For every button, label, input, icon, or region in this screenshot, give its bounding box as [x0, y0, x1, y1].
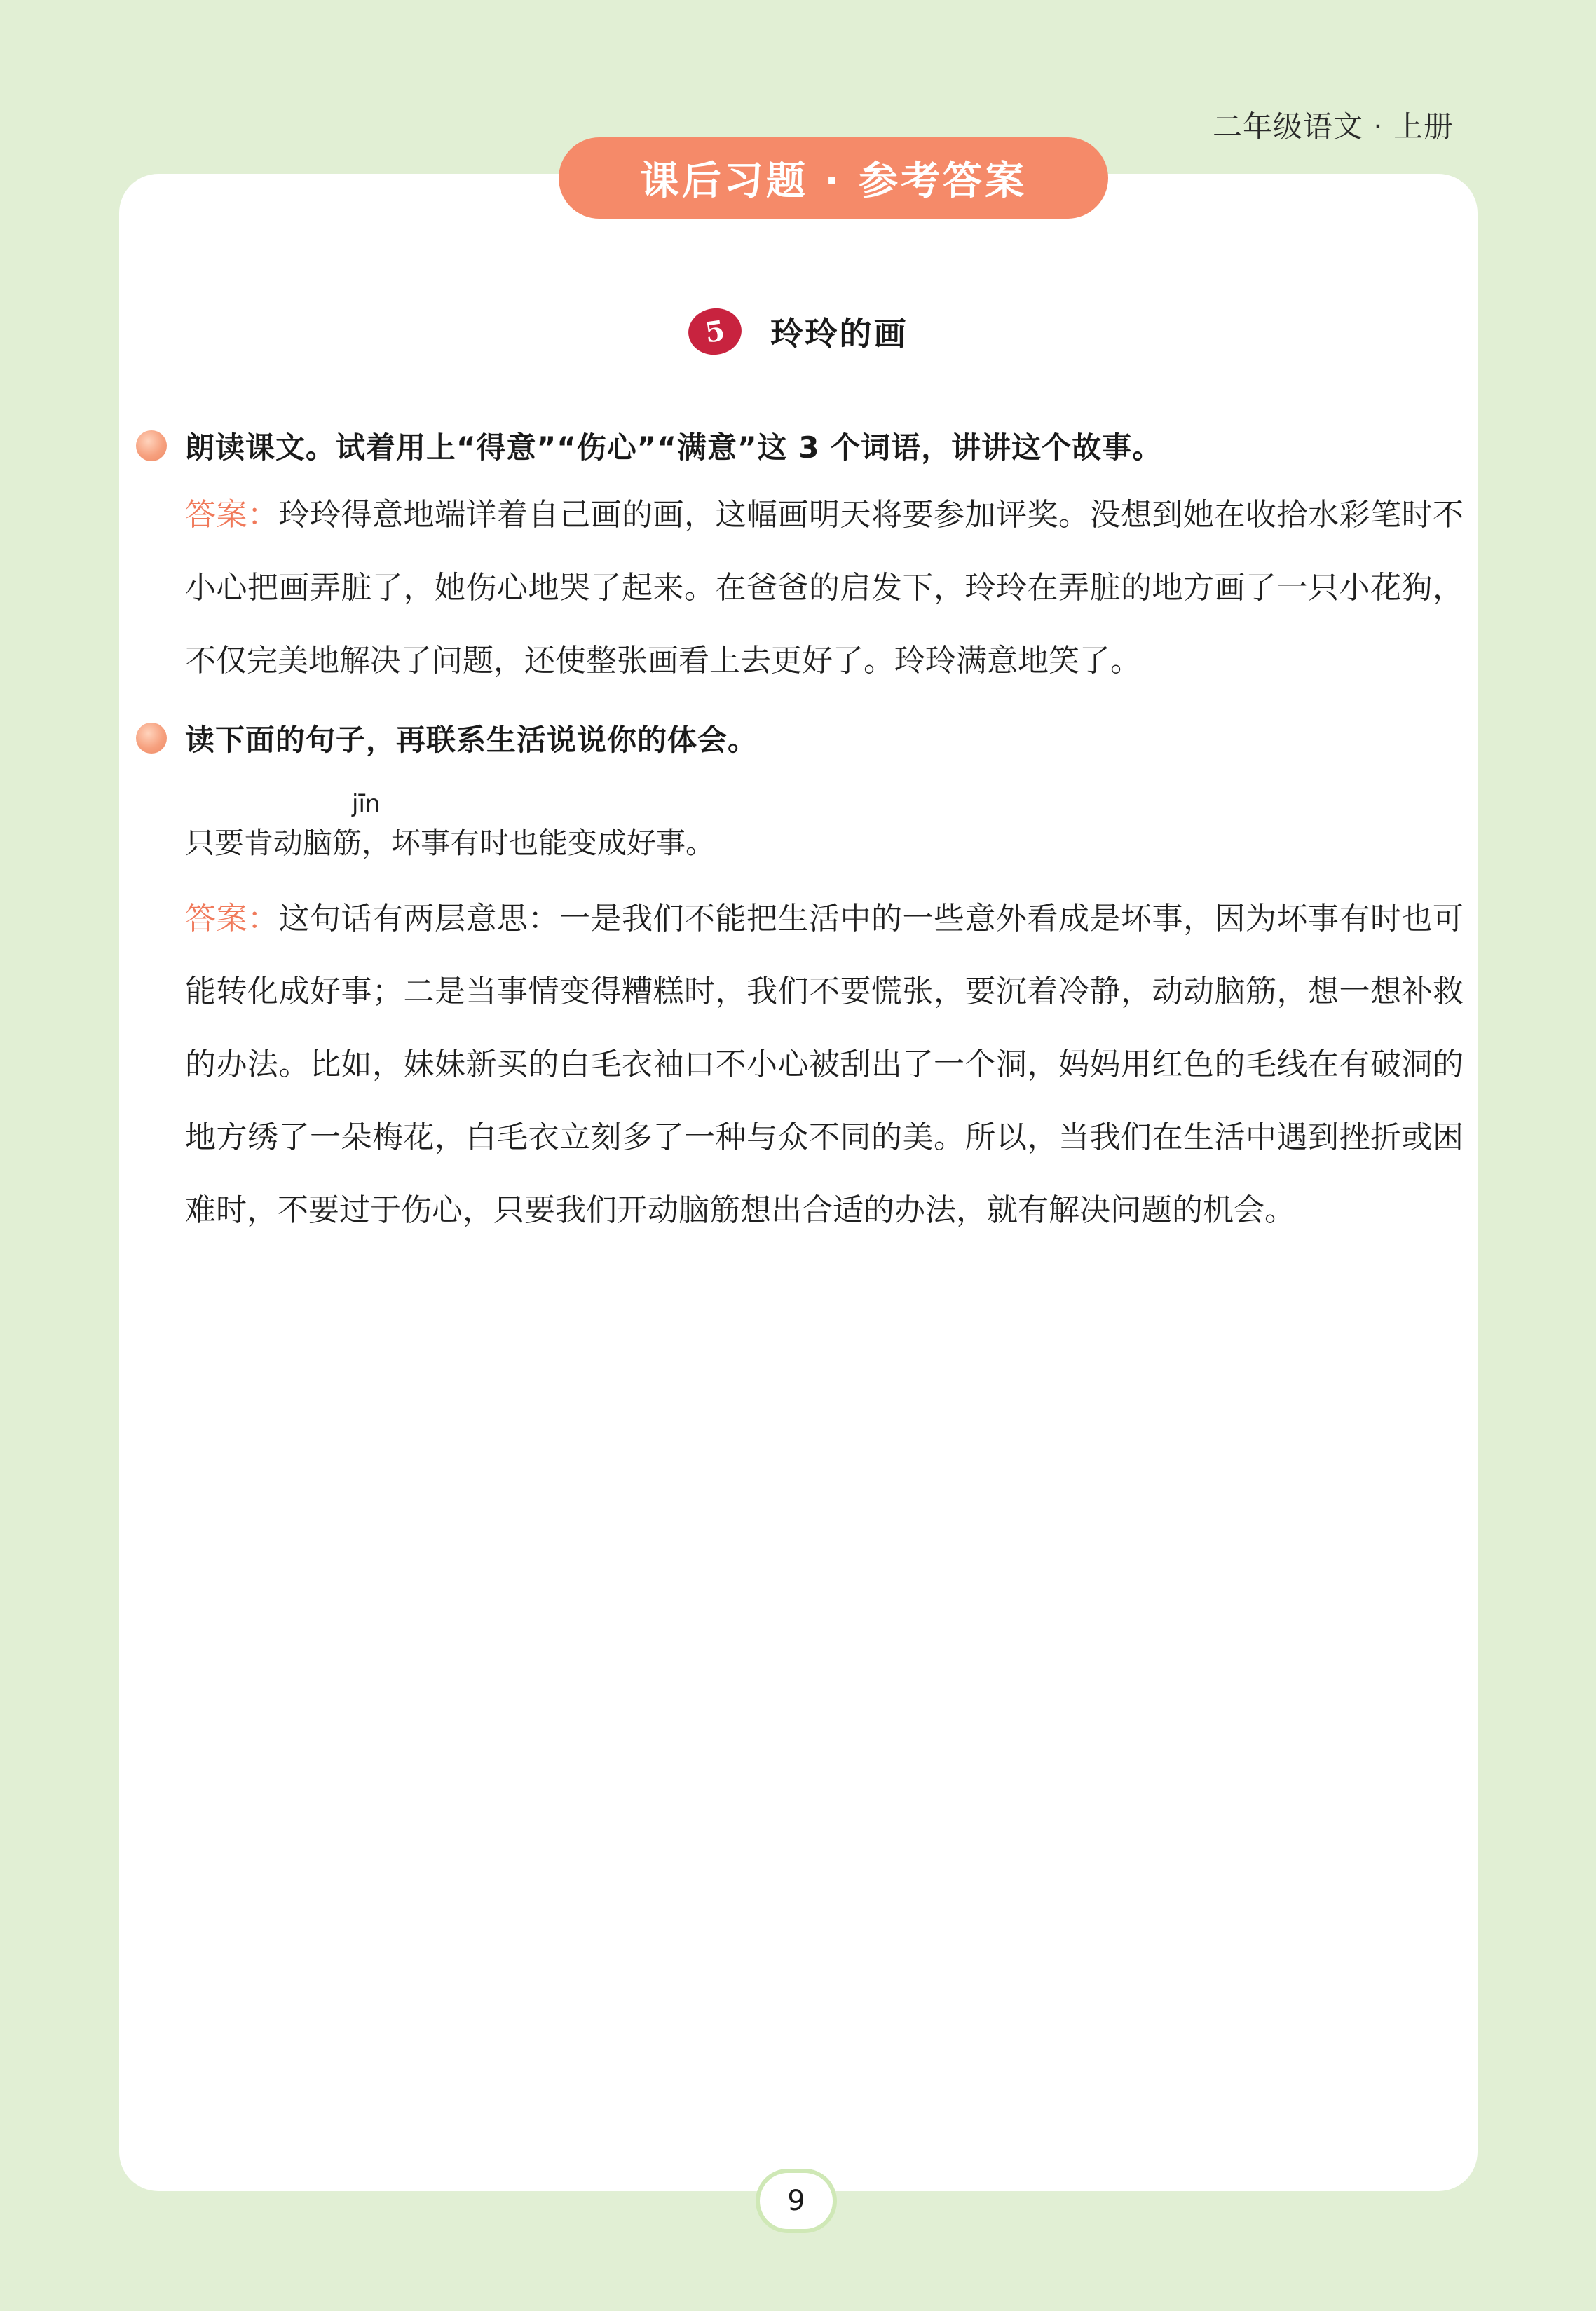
- lesson-heading: [0, 308, 1596, 355]
- grade-label: 二年级语文 · 上册: [1212, 109, 1454, 144]
- question-2-prompt: 读下面的句子，再联系生活说说你的体会。: [185, 723, 758, 757]
- page-number: 9: [756, 2169, 837, 2233]
- answer-2: [185, 882, 1464, 1247]
- answer-label: 答案：: [185, 497, 279, 533]
- lesson-number-badge: 5: [685, 305, 744, 358]
- lesson-title: 玲玲的画: [770, 315, 908, 353]
- question-1: [136, 425, 1468, 467]
- quoted-sentence: 只要肯动脑筋，坏事有时也能变成好事。: [185, 826, 716, 860]
- bullet-icon: [136, 723, 167, 754]
- pinyin-annotation: jīn: [352, 790, 381, 818]
- answer-label: 答案：: [185, 901, 279, 936]
- bullet-icon: [136, 430, 167, 461]
- answer-2-text: 这句话有两层意思：一是我们不能把生活中的一些意外看成是坏事，因为坏事有时也可能转化成好事；二是当事情变得糟糕时，我们不要慌张，要沉着冷静，动动脑筋，想一想补救的办法。比如，妹妹新买的白毛衣袖口不小心被刮出了一个洞，妈妈用红色的毛线在有破洞的地方绣了一朵梅花，白毛衣立刻多了一种与众不同的美。所以，当我们在生活中遇到挫折或困难时，不要过于伤心，只要我们开动脑筋想出合适的办法，就有解决问题的机会。: [185, 901, 1464, 1228]
- answer-1-text: 玲玲得意地端详着自己画的画，这幅画明天将要参加评奖。没想到她在收拾水彩笔时不小心把画弄脏了，她伤心地哭了起来。在爸爸的启发下，玲玲在弄脏的地方画了一只小花狗，不仅完美地解决了问题，还使整张画看上去更好了。玲玲满意地笑了。: [185, 497, 1464, 679]
- question-1-prompt: 朗读课文。试着用上“得意”“伤心”“满意”这 3 个词语，讲讲这个故事。: [185, 430, 1163, 465]
- answer-1: [185, 479, 1464, 697]
- banner-title: 课后习题 · 参考答案: [559, 137, 1108, 219]
- question-2: [136, 717, 1468, 759]
